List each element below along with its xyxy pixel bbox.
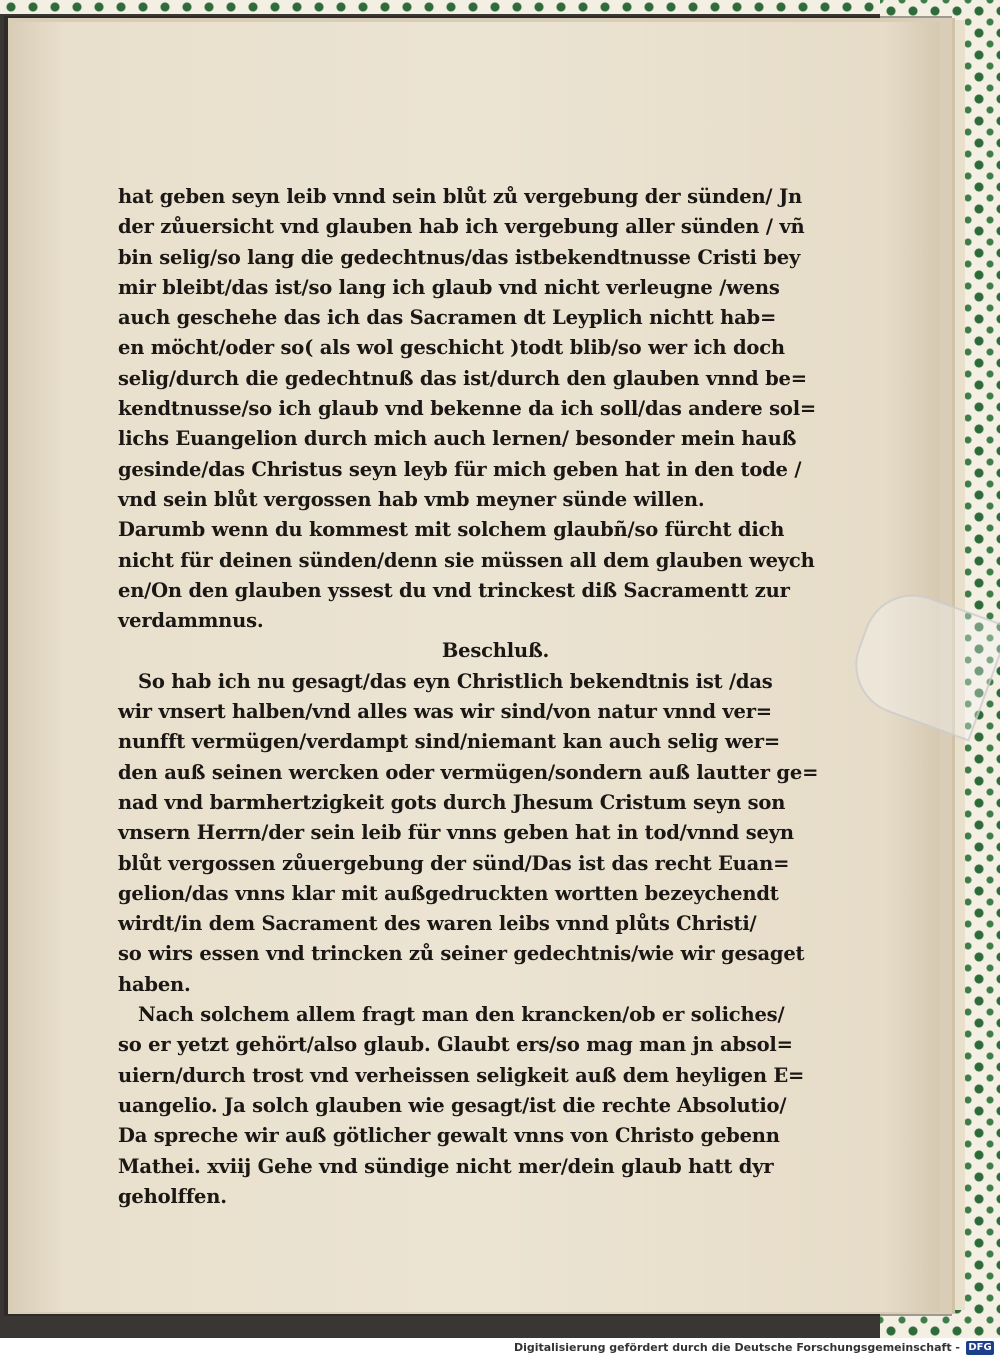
text-line: uangelio. Ja solch glauben wie gesagt/ist die rechte Absolutio/ [118, 1093, 787, 1117]
text-line: hat geben seyn leib vnnd sein blůt zů vergebung der sünden/ Jn [118, 185, 802, 208]
text-line: verdammnus. [118, 609, 264, 633]
text-line: gelion/das vnns klar mit außgedruckten wortten bezeychendt [118, 881, 779, 905]
text-line: vnsern Herrn/der sein leib für vnns geben hat in tod/vnnd seyn [118, 821, 794, 845]
text-line: Mathei. xviij Gehe vnd sündige nicht mer/dein glaub hatt dyr [118, 1154, 774, 1178]
text-line: so er yetzt gehört/also glaub. Glaubt ers/so mag man jn absol= [118, 1033, 793, 1057]
text-line: so wirs essen vnd trincken zů seiner gedechtnis/wie wir gesaget [118, 942, 805, 966]
text-line: haben. [118, 972, 191, 996]
text-line: selig/durch die gedechtnuß das ist/durch den glauben vnnd be= [118, 366, 807, 390]
endpaper-top-strip [0, 0, 1000, 14]
text-line: vnd sein blůt vergossen hab vmb meyner sünde willen. [118, 487, 705, 511]
text-line: auch geschehe das ich das Sacramen dt Leyplich nichtt hab= [118, 306, 777, 330]
text-line: mir bleibt/das ist/so lang ich glaub vnd nicht verleugne /wens [118, 275, 780, 299]
section-heading: Beschluß. [441, 639, 550, 663]
text-line: en/On den glauben yssest du vnd trinckest diß Sacramentt zur [118, 578, 790, 602]
footer-bar [0, 1338, 1000, 1359]
text-line: bin selig/so lang die gedechtnus/das istbekendtnusse Cristi bey [118, 245, 801, 269]
text-line: den auß seinen wercken oder vermügen/sondern auß lautter ge= [118, 760, 819, 784]
book-page [8, 22, 940, 1312]
text-line: nunfft vermügen/verdampt sind/niemant kan auch selig wer= [118, 730, 780, 754]
funding-credit: Digitalisierung gefördert durch die Deutsche Forschungsgemeinschaft - [513, 1341, 960, 1354]
text-line: der zůuersicht vnd glauben hab ich vergebung aller sünden / vñ [118, 215, 805, 239]
text-line: gesinde/das Christus seyn leyb für mich geben hat in den tode / [118, 457, 802, 481]
text-line: blůt vergossen zůuergebung der sünd/Das ist das recht Euan= [118, 851, 790, 875]
text-line: nad vnd barmhertzigkeit gots durch Jhesum Cristum seyn son [118, 790, 786, 814]
page-text [118, 182, 819, 1212]
text-line: en möcht/oder so( als wol geschicht )todt blib/so wer ich doch [118, 336, 785, 360]
text-line: lichs Euangelion durch mich auch lernen/ besonder mein hauß [118, 427, 797, 451]
text-line: nicht für deinen sünden/denn sie müssen all dem glauben weych [118, 548, 815, 572]
dfg-logo: DFG [966, 1341, 994, 1355]
text-line: Nach solchem allem fragt man den krancken/ob er soliches/ [138, 1003, 785, 1027]
text-line: So hab ich nu gesagt/das eyn Christlich bekendtnis ist /das [138, 669, 773, 693]
text-line: wirdt/in dem Sacrament des waren leibs vnnd plůts Christi/ [118, 912, 757, 936]
text-line: wir vnsert halben/vnd alles was wir sind/von natur vnnd ver= [118, 700, 772, 724]
text-line: Da spreche wir auß götlicher gewalt vnns von Christo gebenn [118, 1124, 780, 1148]
text-line: geholffen. [118, 1184, 227, 1208]
text-line: kendtnusse/so ich glaub vnd bekenne da ich soll/das andere sol= [118, 397, 817, 421]
text-line: uiern/durch trost vnd verheissen seligkeit auß dem heyligen E= [118, 1063, 805, 1087]
text-line: Darumb wenn du kommest mit solchem glaubñ/so fürcht dich [118, 518, 785, 542]
